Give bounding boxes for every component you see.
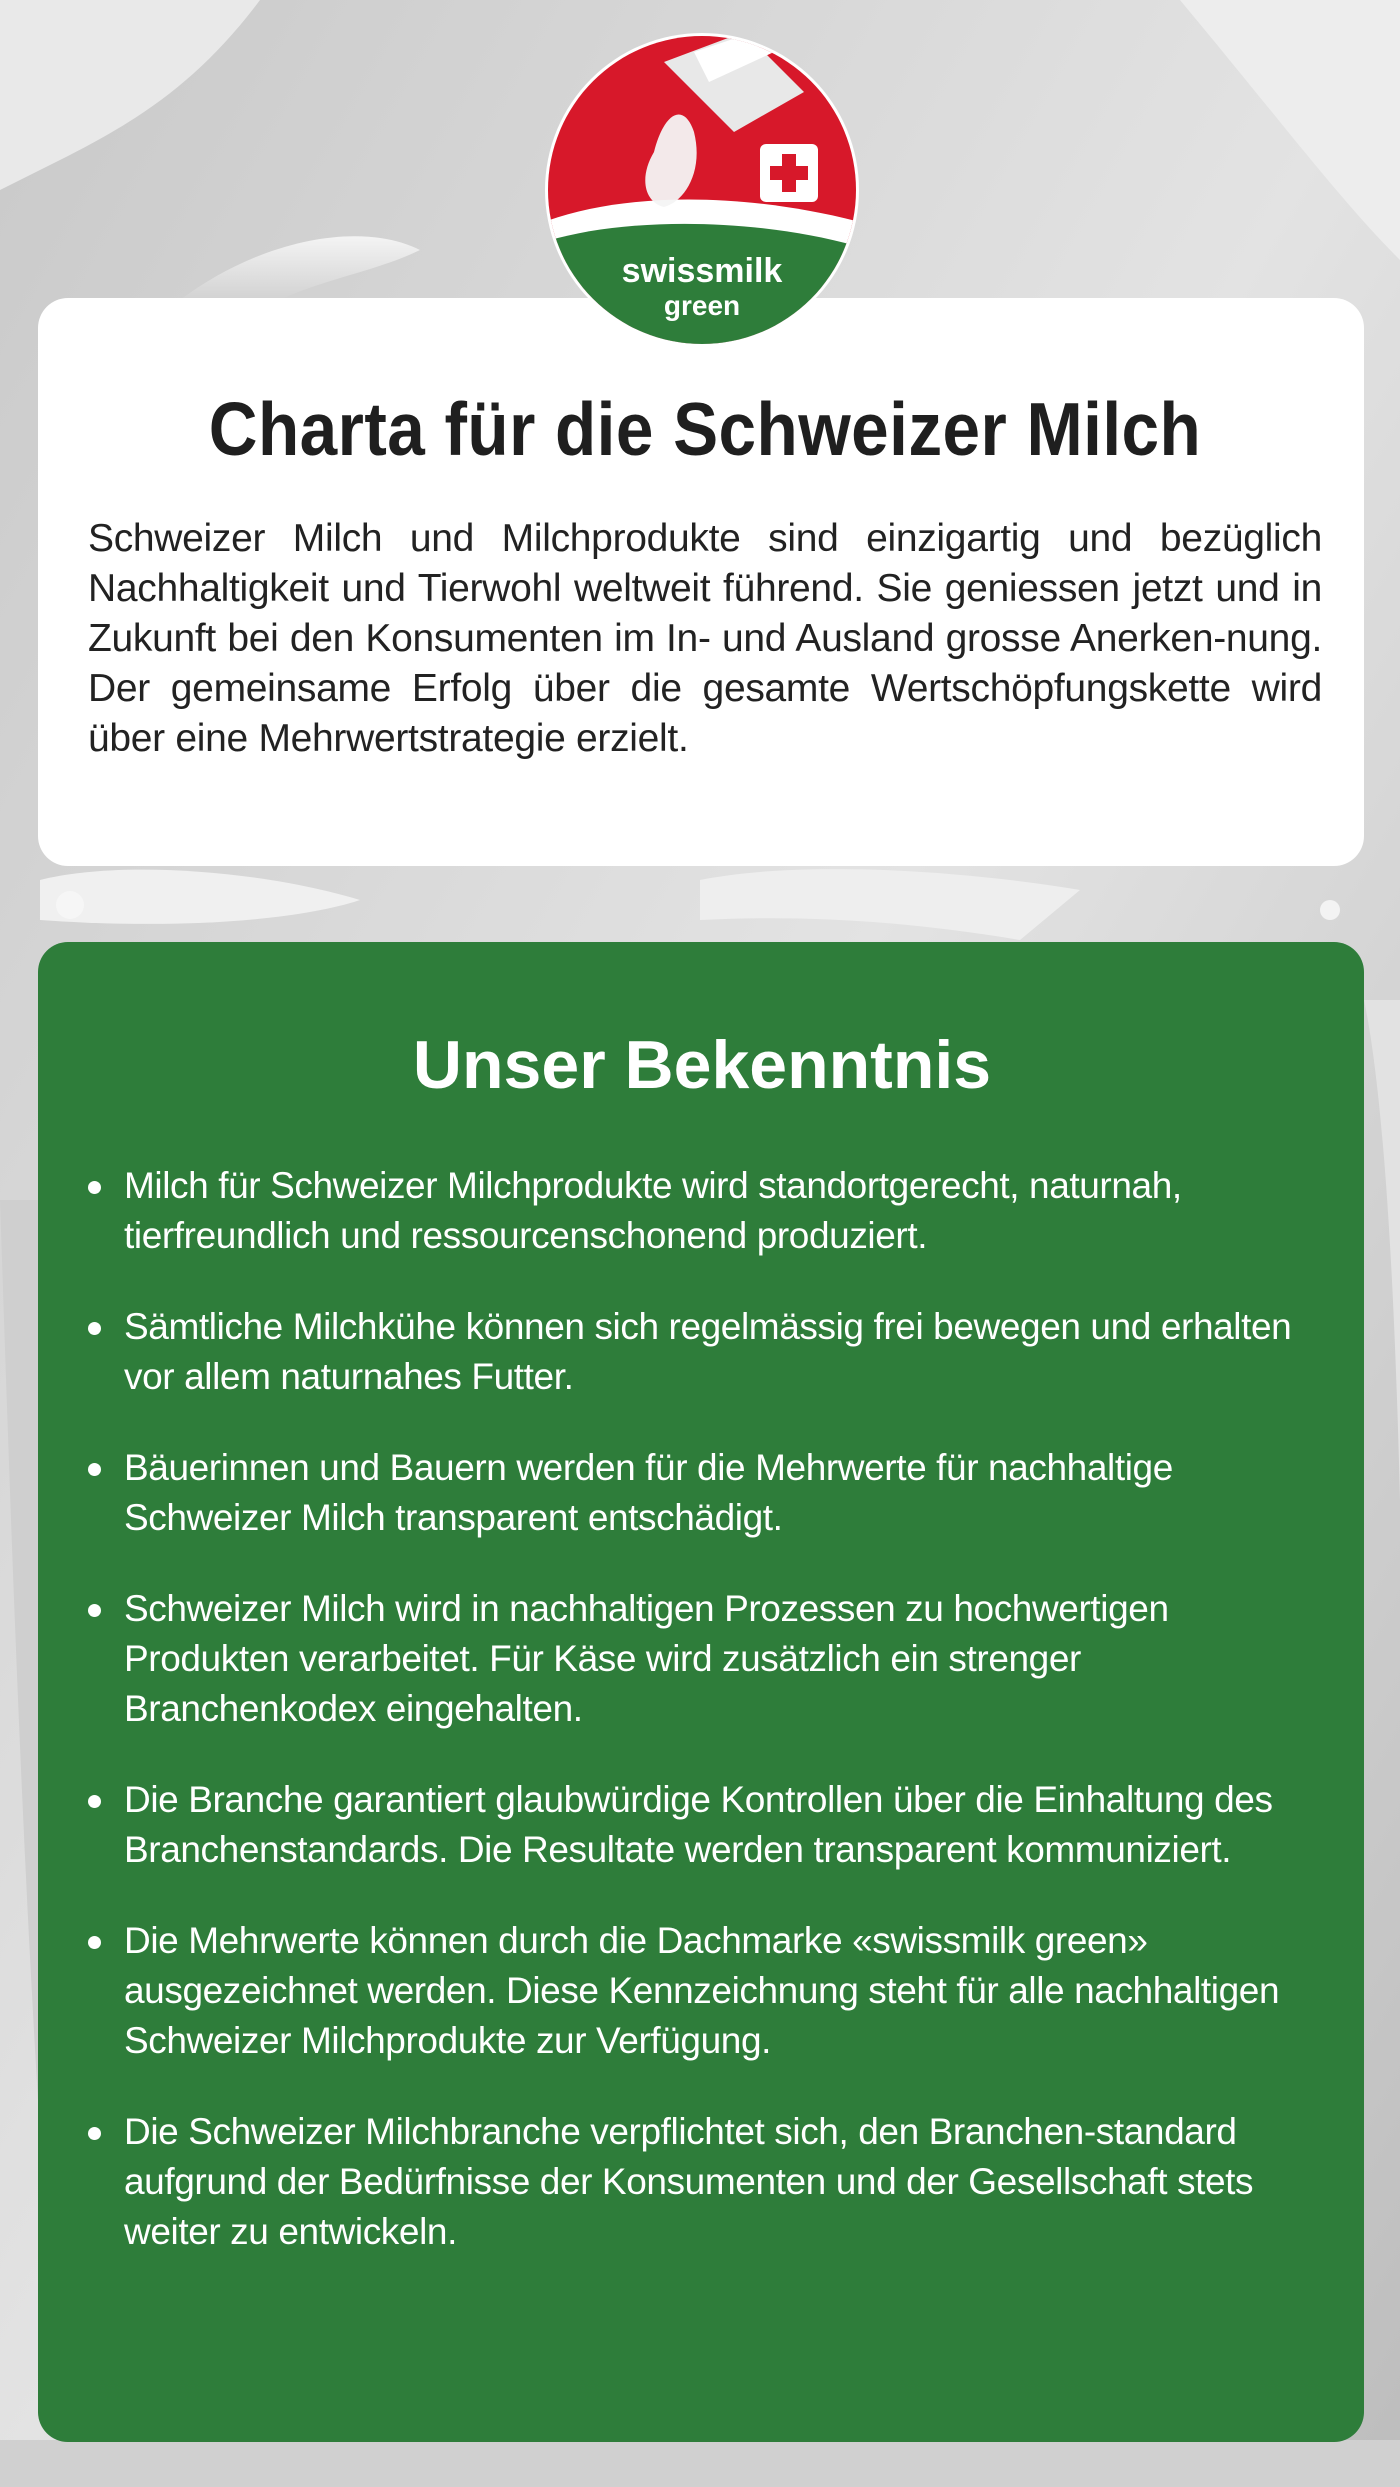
commitment-card	[38, 942, 1364, 2442]
commitment-item	[80, 1302, 1324, 1402]
commitment-item-text: Die Mehrwerte können durch die Dachmarke «swissmilk green» ausgezeichnet werden. Diese Kennzeichnung steht für alle nachhaltigen Schweizer Milchprodukte zur Verfügung.	[124, 1920, 1280, 2061]
commitment-item-text: Die Branche garantiert glaubwürdige Kontrollen über die Einhaltung des Branchenstandards. Die Resultate werden transparent kommuniziert.	[124, 1779, 1273, 1870]
commitment-item-text: Milch für Schweizer Milchprodukte wird standortgerecht, naturnah, tierfreundlich und ressourcenschonend produziert.	[124, 1165, 1182, 1256]
bullet-dot-icon	[88, 2127, 101, 2140]
logo-text-green: green	[663, 290, 741, 321]
commitment-item	[80, 1161, 1324, 1261]
commitment-list	[80, 1161, 1324, 2257]
commitment-item-text: Sämtliche Milchkühe können sich regelmässig frei bewegen und erhalten vor allem naturnahes Futter.	[124, 1306, 1292, 1397]
bullet-dot-icon	[88, 1795, 101, 1808]
logo-text-swissmilk: swissmilk	[621, 252, 783, 290]
commitment-item-text: Bäuerinnen und Bauern werden für die Mehrwerte für nachhaltige Schweizer Milch transparent entschädigt.	[124, 1447, 1173, 1538]
commitment-item	[80, 1443, 1324, 1543]
bullet-dot-icon	[88, 1604, 101, 1617]
commitment-item	[80, 1775, 1324, 1875]
swissmilk-green-logo	[544, 32, 860, 348]
commitment-item	[80, 2107, 1324, 2257]
commitment-title: Unser Bekenntnis	[412, 1027, 992, 1103]
commitment-item-text: Schweizer Milch wird in nachhaltigen Prozessen zu hochwertigen Produkten verarbeitet. Für Käse wird zusätzlich ein strenger Branchenkodex eingehalten.	[124, 1588, 1169, 1729]
bullet-dot-icon	[88, 1322, 101, 1335]
commitment-item-text: Die Schweizer Milchbranche verpflichtet sich, den Branchen-standard aufgrund der Bedürfnisse der Konsumenten und der Gesellschaft stets weiter zu entwickeln.	[124, 2111, 1254, 2252]
commitment-item	[80, 1916, 1324, 2066]
bullet-dot-icon	[88, 1463, 101, 1476]
commitment-item	[80, 1584, 1324, 1734]
bullet-dot-icon	[88, 1181, 101, 1194]
page-title: Charta für die Schweizer Milch	[208, 387, 1202, 471]
intro-card	[38, 298, 1364, 866]
intro-paragraph: Schweizer Milch und Milchprodukte sind einzigartig und bezüglich Nachhaltigkeit und Tierwohl weltweit führend. Sie geniessen jetzt und in Zukunft bei den Konsumenten im In- und Ausland grosse Anerken-nung. Der gemeinsame Erfolg über die gesamte Wertschöpfungskette wird über eine Mehrwertstrategie erzielt.	[88, 517, 1322, 760]
bullet-dot-icon	[88, 1936, 101, 1949]
